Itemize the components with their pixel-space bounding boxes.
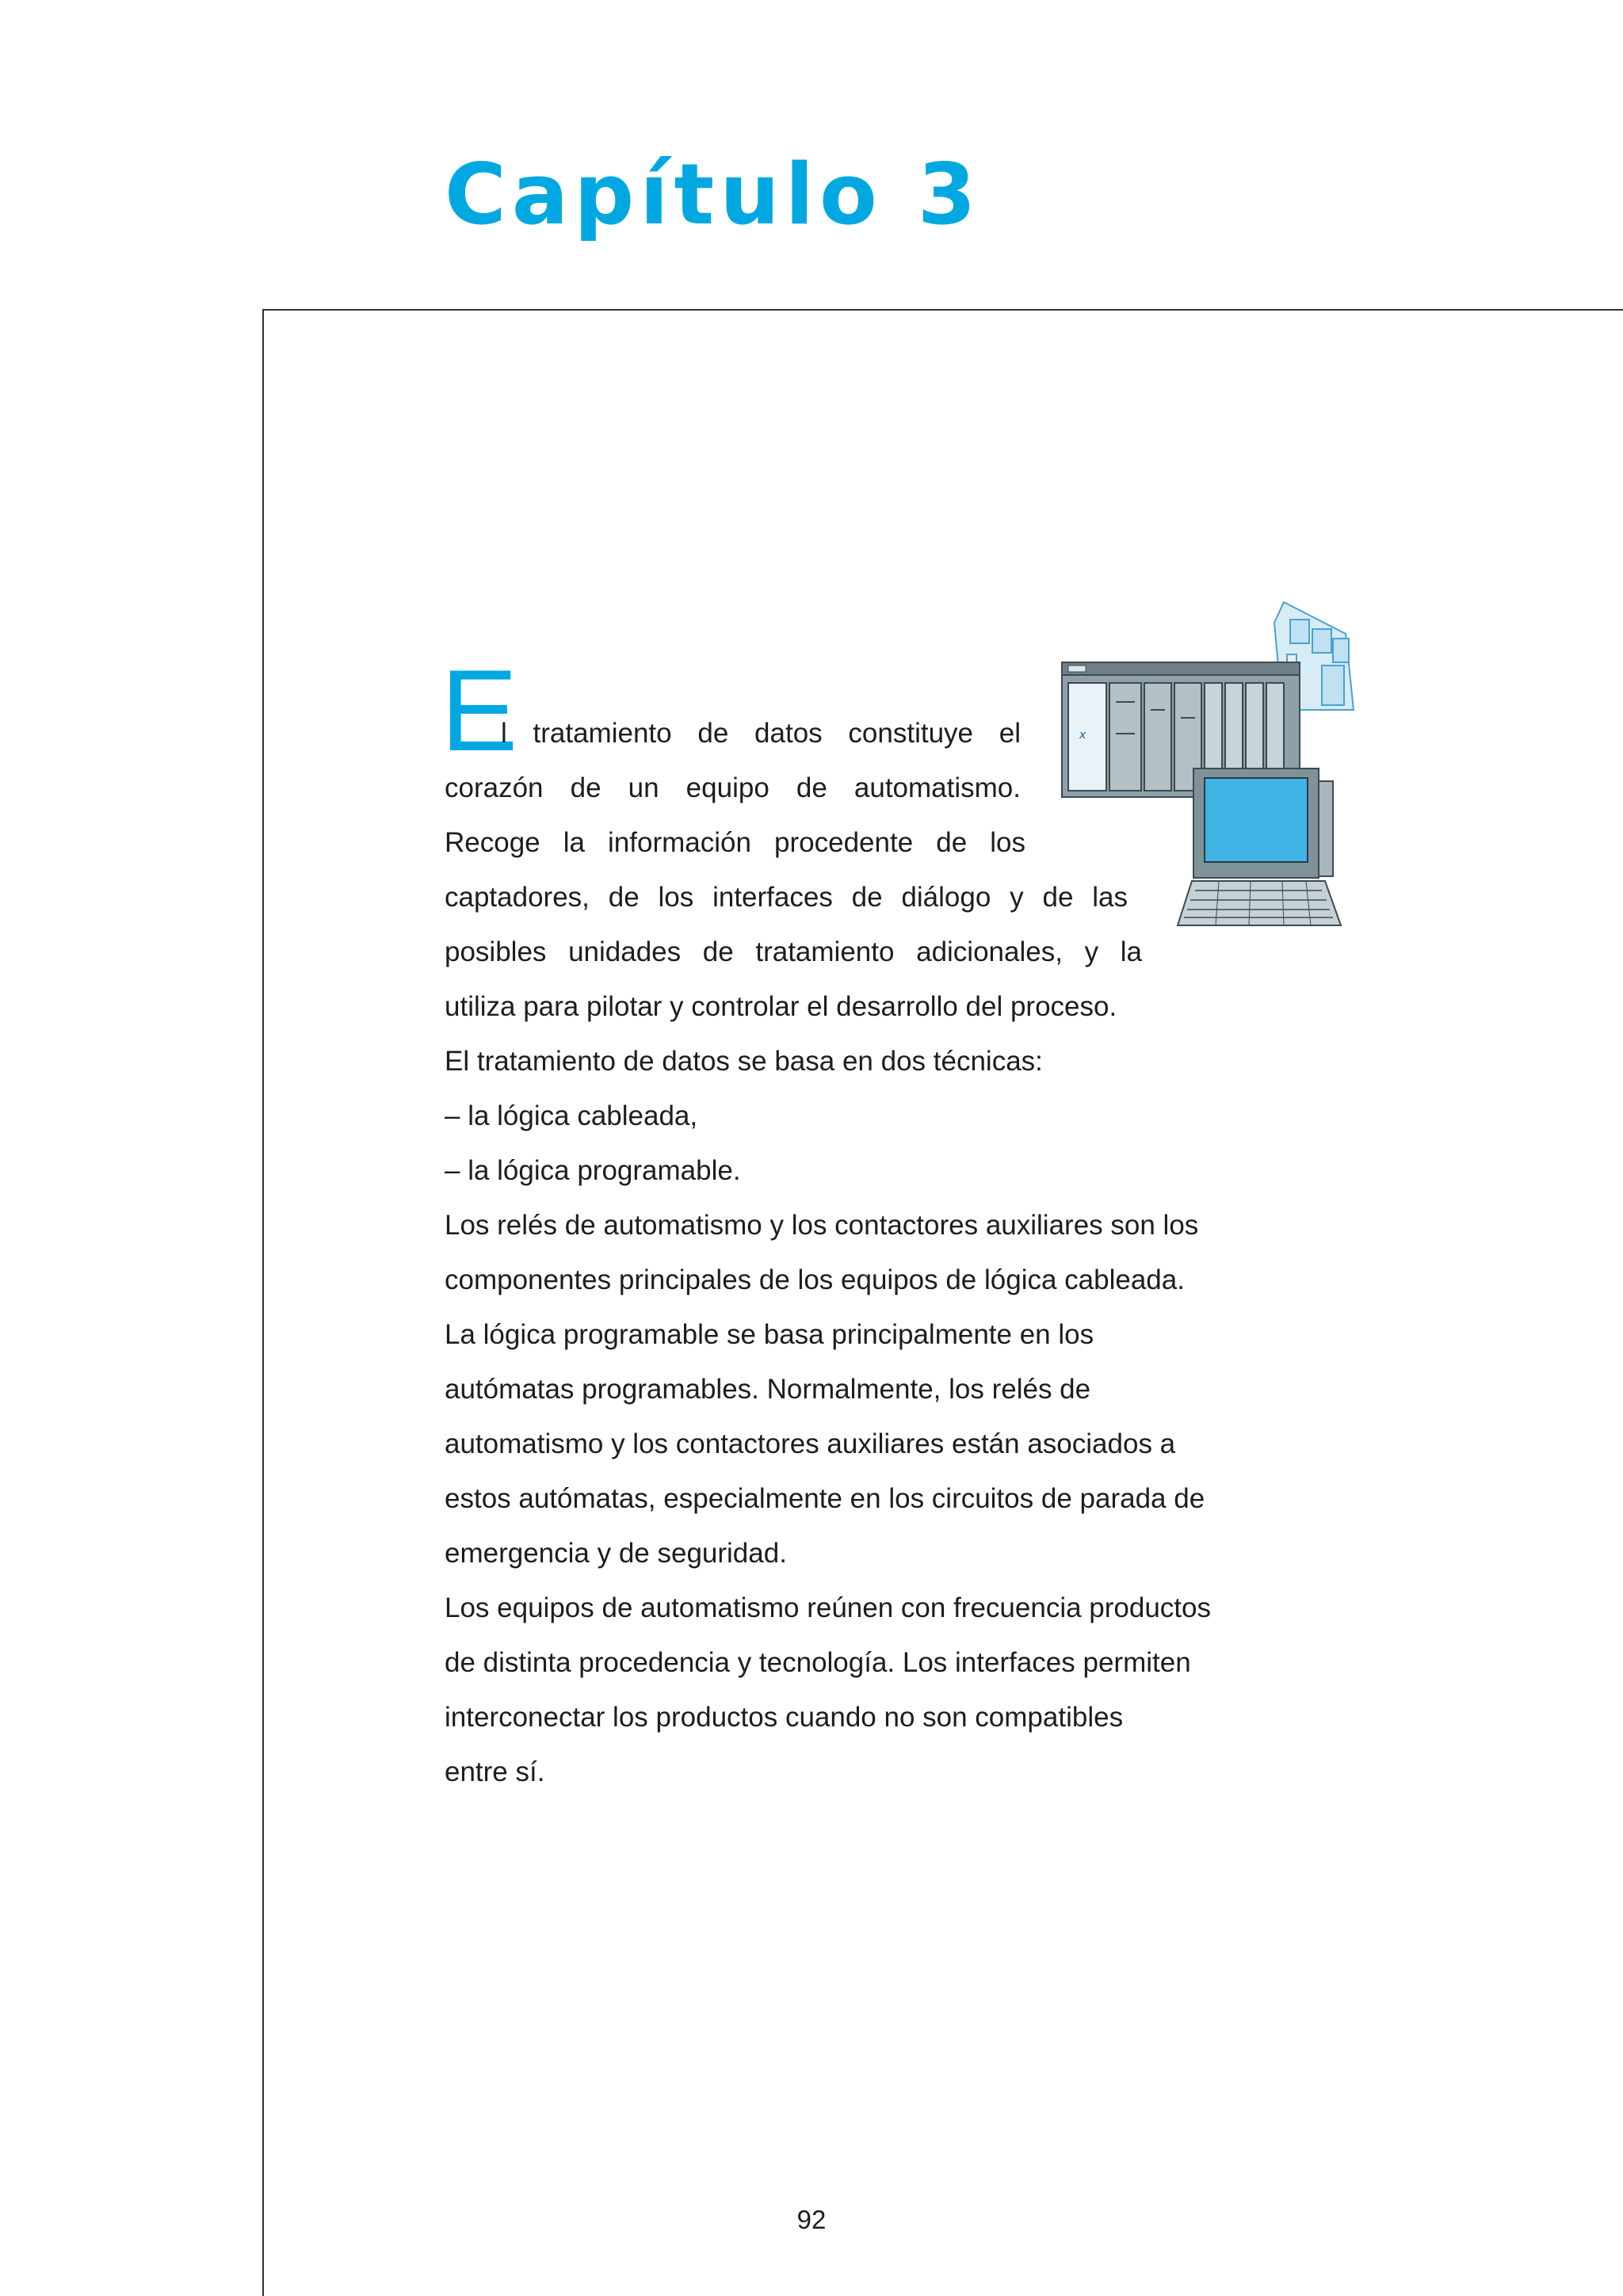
- list-item-logica-programable: – la lógica programable.: [445, 1155, 741, 1186]
- body-line-11: componentes principales de los equipos de lógica cableada.: [445, 1264, 1185, 1295]
- body-line-17: Los equipos de automatismo reúnen con frecuencia productos: [445, 1592, 1211, 1623]
- body-line-5: posibles unidades de tratamiento adicionales, y la: [445, 936, 1142, 967]
- body-line-4: captadores, de los interfaces de diálogo y de las: [445, 882, 1128, 913]
- body-line-19: interconectar los productos cuando no son compatibles: [445, 1702, 1124, 1733]
- automation-equipment-illustration: [1060, 599, 1393, 927]
- body-line-2: corazón de un equipo de automatismo.: [445, 772, 1021, 803]
- keyboard-icon: [1178, 881, 1341, 925]
- drop-cap: E: [441, 646, 518, 775]
- body-line-20: entre sí.: [445, 1756, 545, 1787]
- body-line-14: automatismo y los contactores auxiliares están asociados a: [445, 1428, 1176, 1459]
- monitor-icon: [1193, 769, 1333, 878]
- frame-top-rule: [262, 309, 1623, 311]
- body-line-13: autómatas programables. Normalmente, los relés de: [445, 1374, 1091, 1405]
- body-line-10: Los relés de automatismo y los contactores auxiliares son los: [445, 1210, 1199, 1241]
- body-line-3: Recoge la información procedente de los: [445, 827, 1025, 858]
- svg-text:x: x: [1079, 729, 1086, 742]
- body-line-15: estos autómatas, especialmente en los circuitos de parada de: [445, 1483, 1205, 1514]
- list-item-logica-cableada: – la lógica cableada,: [445, 1100, 698, 1131]
- chapter-title: Capítulo 3: [445, 146, 982, 243]
- body-line-18: de distinta procedencia y tecnología. Los interfaces permiten: [445, 1647, 1191, 1678]
- frame-left-rule: [262, 309, 264, 2296]
- body-line-12: La lógica programable se basa principalmente en los: [445, 1319, 1094, 1350]
- body-line-7: El tratamiento de datos se basa en dos técnicas:: [445, 1046, 1043, 1077]
- page-number: 92: [796, 2205, 827, 2234]
- body-line-6: utiliza para pilotar y controlar el desarrollo del proceso.: [445, 991, 1117, 1022]
- body-line-16: emergencia y de seguridad.: [445, 1538, 787, 1569]
- body-line-1: l tratamiento de datos constituye el: [501, 718, 1021, 749]
